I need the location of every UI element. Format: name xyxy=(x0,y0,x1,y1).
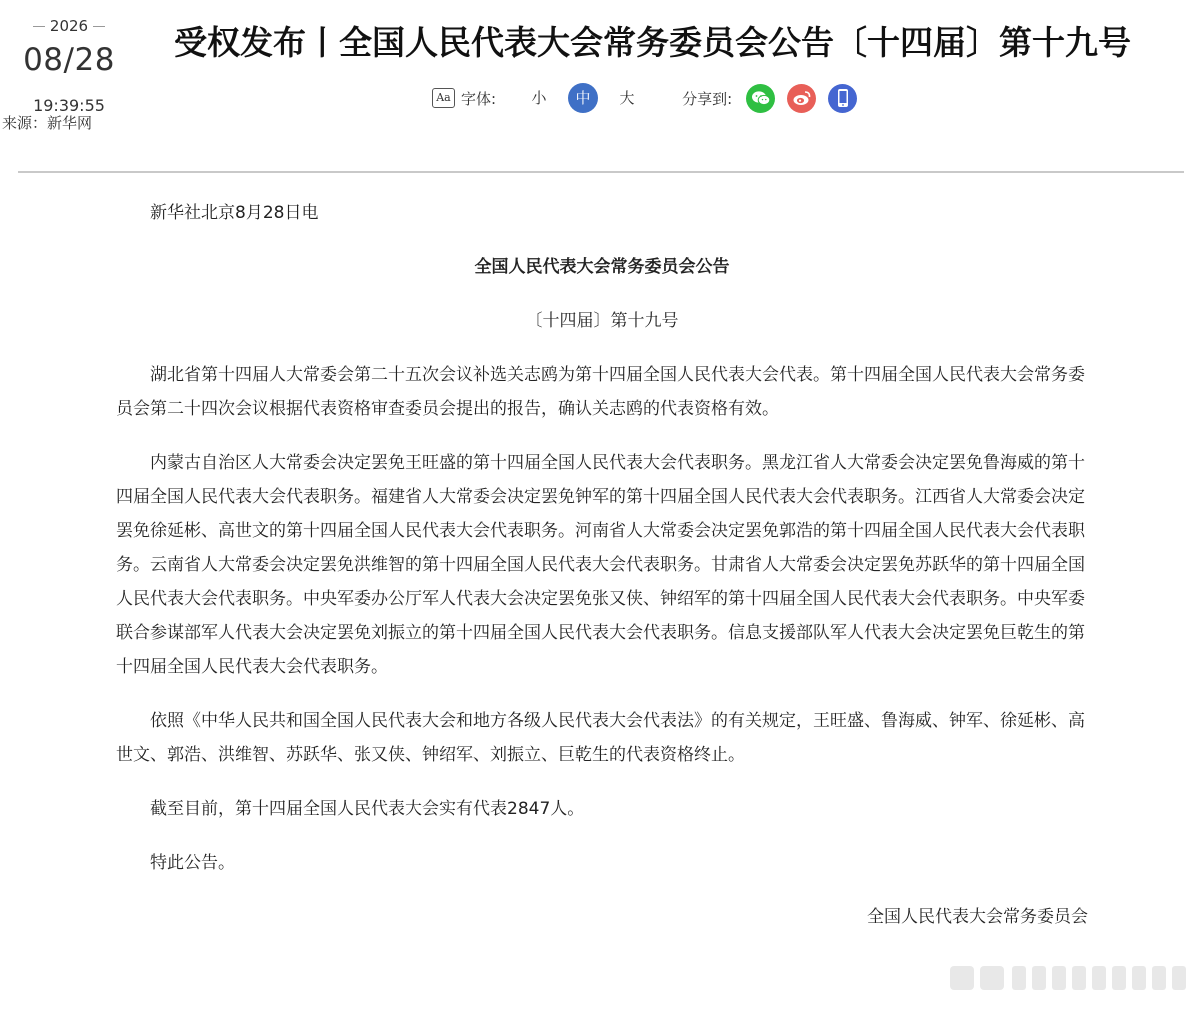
dateline: 新华社北京8月28日电 xyxy=(150,203,319,223)
share-mobile-button[interactable] xyxy=(828,84,857,113)
paragraph-1: 湖北省第十四届人大常委会第二十五次会议补选关志鸥为第十四届全国人民代表大会代表。第十四届全国人民代表大会常务委员会第二十四次会议根据代表资格审查委员会提出的报告，确认关志鸥的代表资格有效。 xyxy=(116,365,1085,419)
wechat-icon xyxy=(751,90,771,106)
signature: 全国人民代表大会常务委员会 xyxy=(867,907,1088,927)
paragraph-4: 截至目前，第十四届全国人民代表大会实有代表2847人。 xyxy=(150,799,585,819)
date-block xyxy=(16,14,122,116)
mobile-icon xyxy=(836,88,850,108)
header-divider xyxy=(18,171,1184,173)
share-label: 分享到: xyxy=(682,89,733,108)
year-line xyxy=(16,14,122,38)
announcement-title: 全国人民代表大会常务委员会公告 xyxy=(474,257,730,277)
font-size-large-button[interactable]: 大 xyxy=(619,89,635,107)
share-weibo-button[interactable] xyxy=(787,84,816,113)
font-size-small-button[interactable]: 小 xyxy=(531,89,547,107)
date-time: 19:39:55 xyxy=(33,96,105,115)
date-month-day: 08/28 xyxy=(23,42,115,78)
year-dash-right xyxy=(93,26,105,27)
paragraph-3: 依照《中华人民共和国全国人民代表大会和地方各级人民代表大会代表法》的有关规定，王旺盛、鲁海威、钟军、徐延彬、高世文、郭浩、洪维智、苏跃华、张又侠、钟绍军、刘振立、巨乾生的代表资格终止。 xyxy=(116,711,1085,765)
article-toolbar xyxy=(432,82,869,114)
year-dash-left xyxy=(33,26,45,27)
share-wechat-button[interactable] xyxy=(746,84,775,113)
watermark-logo xyxy=(950,958,1190,998)
weibo-icon xyxy=(792,89,812,107)
date-year: 2026 xyxy=(49,17,89,35)
font-label: 字体: xyxy=(461,89,497,108)
announcement-number: 〔十四届〕第十九号 xyxy=(525,311,679,331)
article-title: 受权发布丨全国人民代表大会常务委员会公告〔十四届〕第十九号 xyxy=(174,23,1131,62)
source-label: 来源：新华网 xyxy=(2,114,93,132)
font-size-icon: Aa xyxy=(432,88,455,108)
article-body xyxy=(116,196,1088,934)
font-size-medium-button[interactable]: 中 xyxy=(568,83,598,113)
paragraph-2: 内蒙古自治区人大常委会决定罢免王旺盛的第十四届全国人民代表大会代表职务。黑龙江省人大常委会决定罢免鲁海威的第十四届全国人民代表大会代表职务。福建省人大常委会决定罢免钟军的第十四届全国人民代表大会代表职务。江西省人大常委会决定罢免徐延彬、高世文的第十四届全国人民代表大会代表职务。河南省人大常委会决定罢免郭浩的第十四届全国人民代表大会代表职务。云南省人大常委会决定罢免洪维智的第十四届全国人民代表大会代表职务。甘肃省人大常委会决定罢免苏跃华的第十四届全国人民代表大会代表职务。中央军委办公厅军人代表大会决定罢免张又侠、钟绍军的第十四届全国人民代表大会代表职务。中央军委联合参谋部军人代表大会决定罢免刘振立的第十四届全国人民代表大会代表职务。信息支援部队军人代表大会决定罢免巨乾生的第十四届全国人民代表大会代表职务。 xyxy=(116,453,1085,677)
paragraph-5: 特此公告。 xyxy=(150,853,235,873)
